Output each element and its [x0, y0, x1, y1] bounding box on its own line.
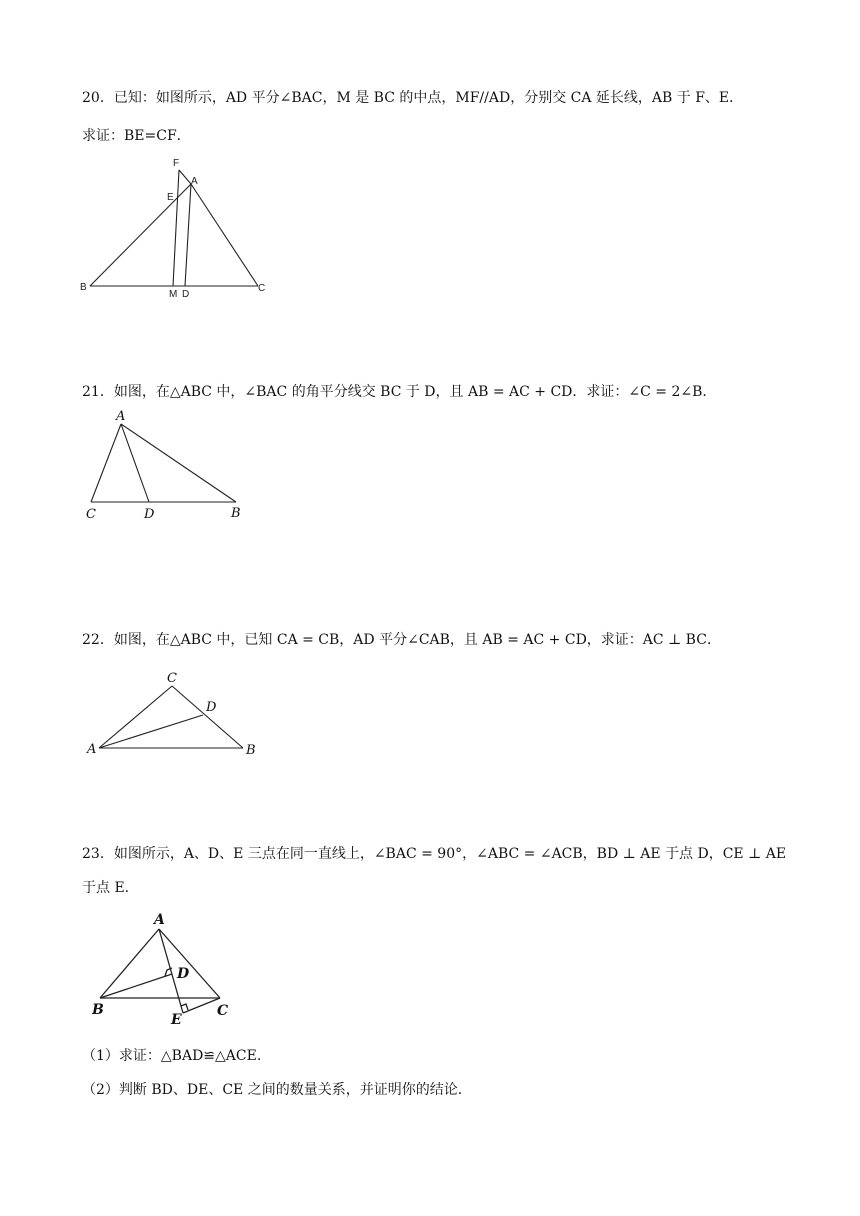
problem-23-line-1: 23．如图所示，A、D、E 三点在同一直线上，∠BAC = 90°，∠ABC = ∠ACB，BD ⊥ AE 于点 D，CE ⊥ AE — [82, 846, 787, 862]
label-D: D — [182, 289, 190, 300]
label-A: A — [116, 409, 126, 424]
label-E: E — [167, 192, 174, 203]
label-F: F — [173, 158, 180, 169]
label-E: E — [171, 1012, 182, 1028]
problem-21-line-1: 21．如图，在△ABC 中，∠BAC 的角平分线交 BC 于 D，且 AB = AC + CD．求证：∠C = 2∠B． — [82, 384, 717, 400]
problem-23-line-2: 于点 E. — [82, 880, 130, 896]
label-D: D — [177, 966, 190, 982]
label-C: C — [217, 1003, 229, 1019]
label-A: A — [191, 176, 198, 187]
label-D: D — [144, 507, 155, 522]
problem-22-line-1: 22．如图，在△ABC 中，已知 CA = CB，AD 平分∠CAB，且 AB = AC + CD，求证：AC ⊥ BC． — [82, 632, 721, 648]
problem-23-subquestion-2: （2）判断 BD、DE、CE 之间的数量关系，并证明你的结论. — [82, 1082, 463, 1098]
label-B: B — [80, 282, 87, 293]
label-A: A — [87, 742, 97, 757]
problem-20-line-2: 求证：BE=CF． — [82, 128, 191, 144]
problem-20-line-1: 20．已知：如图所示，AD 平分∠BAC，M 是 BC 的中点，MF//AD，分别交 CA 延长线，AB 于 F、E． — [82, 90, 744, 106]
label-B: B — [246, 743, 256, 758]
label-C: C — [86, 507, 96, 522]
problem-23-subquestion-1: （1）求证：△BAD≌△ACE. — [82, 1048, 262, 1064]
label-M: M — [169, 289, 178, 300]
label-A: A — [154, 912, 165, 928]
label-C: C — [258, 283, 266, 294]
label-D: D — [206, 700, 217, 715]
label-B: B — [231, 506, 241, 521]
label-B: B — [92, 1002, 104, 1018]
label-C: C — [167, 671, 177, 686]
